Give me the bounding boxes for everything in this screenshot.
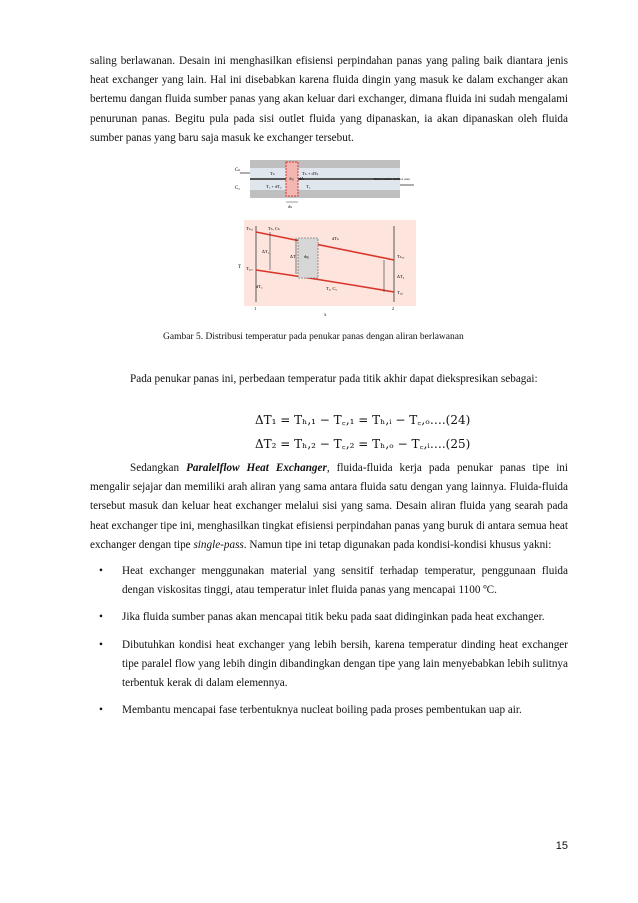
p3-italic: single-pass — [193, 538, 244, 551]
list-item-text: Dibutuhkan kondisi heat exchanger yang lebih bersih, karena temperatur dinding heat exchanger tipe paralel flow yang lebih dingin dibandingkan dengan tipe yang lain menyebabkan lebih sulitnya terbentuk kerak di dalam elemennya. — [122, 638, 568, 690]
label-point-2: 2 — [392, 306, 395, 311]
label-dA: dA — [299, 176, 304, 181]
label-cc: C꜀ — [235, 186, 241, 191]
pipe-outer-top — [250, 160, 400, 168]
label-tc: T꜀ — [306, 184, 311, 189]
list-item-text: Jika fluida sumber panas akan mencapai titik beku pada saat didinginkan pada heat exchanger. — [122, 611, 545, 624]
paragraph-endpoint-differences: Pada penukar panas ini, perbedaan temperatur pada titik akhir dapat diekspresikan sebagai: — [130, 373, 538, 385]
conditions-list — [90, 562, 568, 728]
equation-25: ΔT₂ = Tₕ,₂ − T꜀,₂ = Tₕ,ₒ − T꜀,ᵢ….(25) — [255, 437, 471, 451]
paragraph-parallelflow — [90, 459, 568, 555]
page-number: 15 — [555, 840, 568, 852]
label-heat-surface: Heat transfer surface area — [374, 177, 410, 181]
label-dq-plot: dq — [304, 254, 309, 259]
bullet-icon: • — [99, 611, 103, 624]
label-tc-dtc: T꜀ + dT꜀ — [266, 184, 282, 189]
counterflow-diagram — [234, 158, 424, 318]
bullet-icon: • — [99, 704, 103, 717]
label-dq-top: dq — [289, 176, 294, 181]
p3-lead: Sedangkan — [130, 462, 187, 474]
label-dtc: dT꜀ — [256, 284, 263, 289]
equation-24: ΔT₁ = Tₕ,₁ − T꜀,₁ = Tₕ,ᵢ − T꜀,ₒ….(24) — [255, 413, 471, 427]
label-t-axis: T — [238, 265, 242, 270]
list-item-text: Membantu mencapai fase terbentuknya nucleat boiling pada proses pembentukan uap air. — [122, 704, 522, 717]
label-th1: Tₕ,ᵢ — [246, 226, 253, 231]
label-th-dth: Tₕ + dTₕ — [302, 171, 319, 176]
label-tc1: T꜀,ₒ — [246, 266, 253, 271]
p3-tail: . Namun tipe ini tetap digunakan pada kondisi-kondisi khusus yakni: — [243, 538, 552, 551]
pipe-outer-bottom — [250, 190, 400, 198]
list-item — [90, 562, 568, 600]
label-delta-t1: ΔT₁ — [262, 249, 270, 254]
label-tc-cc: T꜀, C꜀ — [326, 286, 338, 291]
figure-temperature-distribution — [234, 158, 424, 318]
p3-body: , fluida-fluida kerja pada penukar panas tipe ini mengalir sejajar dan memiliki arah aliran yang sama antara fluida satu dengan yang lainnya. Fluida-fluida tersebut masuk dan keluar heat exchanger melalui sisi yang sama. Desain aliran fluida yang searah pada heat exchanger tipe ini, menghasilkan tingkat efisiensi perpindahan panas yang buruk di antara semua heat exchanger dengan tipe — [90, 462, 569, 551]
p3-term: Paralelflow Heat Exchanger — [186, 462, 327, 474]
bullet-icon: • — [99, 638, 103, 651]
label-dx: dx — [288, 204, 292, 209]
list-item — [90, 701, 568, 720]
list-item — [90, 608, 568, 627]
label-delta-t: ΔT — [290, 254, 296, 259]
paragraph-counterflow-description: saling berlawanan. Desain ini menghasilkan efisiensi perpindahan panas yang paling baik diantara jenis heat exchanger yang lain. Hal ini disebabkan karena fluida dingin yang masuk ke dalam exchanger akan bertemu dangan fluida sumber panas yang akan keluar dari exchanger, dimana fluida ini sudah mengalami penurunan panas. Begitu pula pada sisi outlet fluida yang dipanaskan, ia akan dipanaskan oleh fluida sumber panas yang baru saja masuk ke exchanger tersebut. — [90, 55, 568, 144]
list-item-text: Heat exchanger menggunakan material yang sensitif terhadap temperatur, penggunaan fluida dengan viskositas tinggi, atau temperatur inlet fluida panas yang mencapai 1100 ºC. — [122, 565, 568, 597]
label-dth: dTₕ — [332, 236, 339, 241]
label-point-1: 1 — [254, 306, 257, 311]
bullet-icon: • — [99, 565, 103, 577]
figure-caption: Gambar 5. Distribusi temperatur pada penukar panas dengan aliran berlawanan — [163, 332, 464, 342]
list-item — [90, 636, 568, 694]
label-ch: Cₕ — [235, 168, 241, 173]
label-x-axis: x — [324, 313, 327, 318]
label-th2: Tₕ,ₒ — [397, 254, 405, 259]
label-tc2: T꜀,ᵢ — [397, 290, 404, 295]
label-th: Tₕ — [270, 171, 275, 176]
label-delta-t2: ΔT₂ — [397, 274, 405, 279]
label-th-ch: Tₕ, Cₕ — [268, 226, 280, 231]
